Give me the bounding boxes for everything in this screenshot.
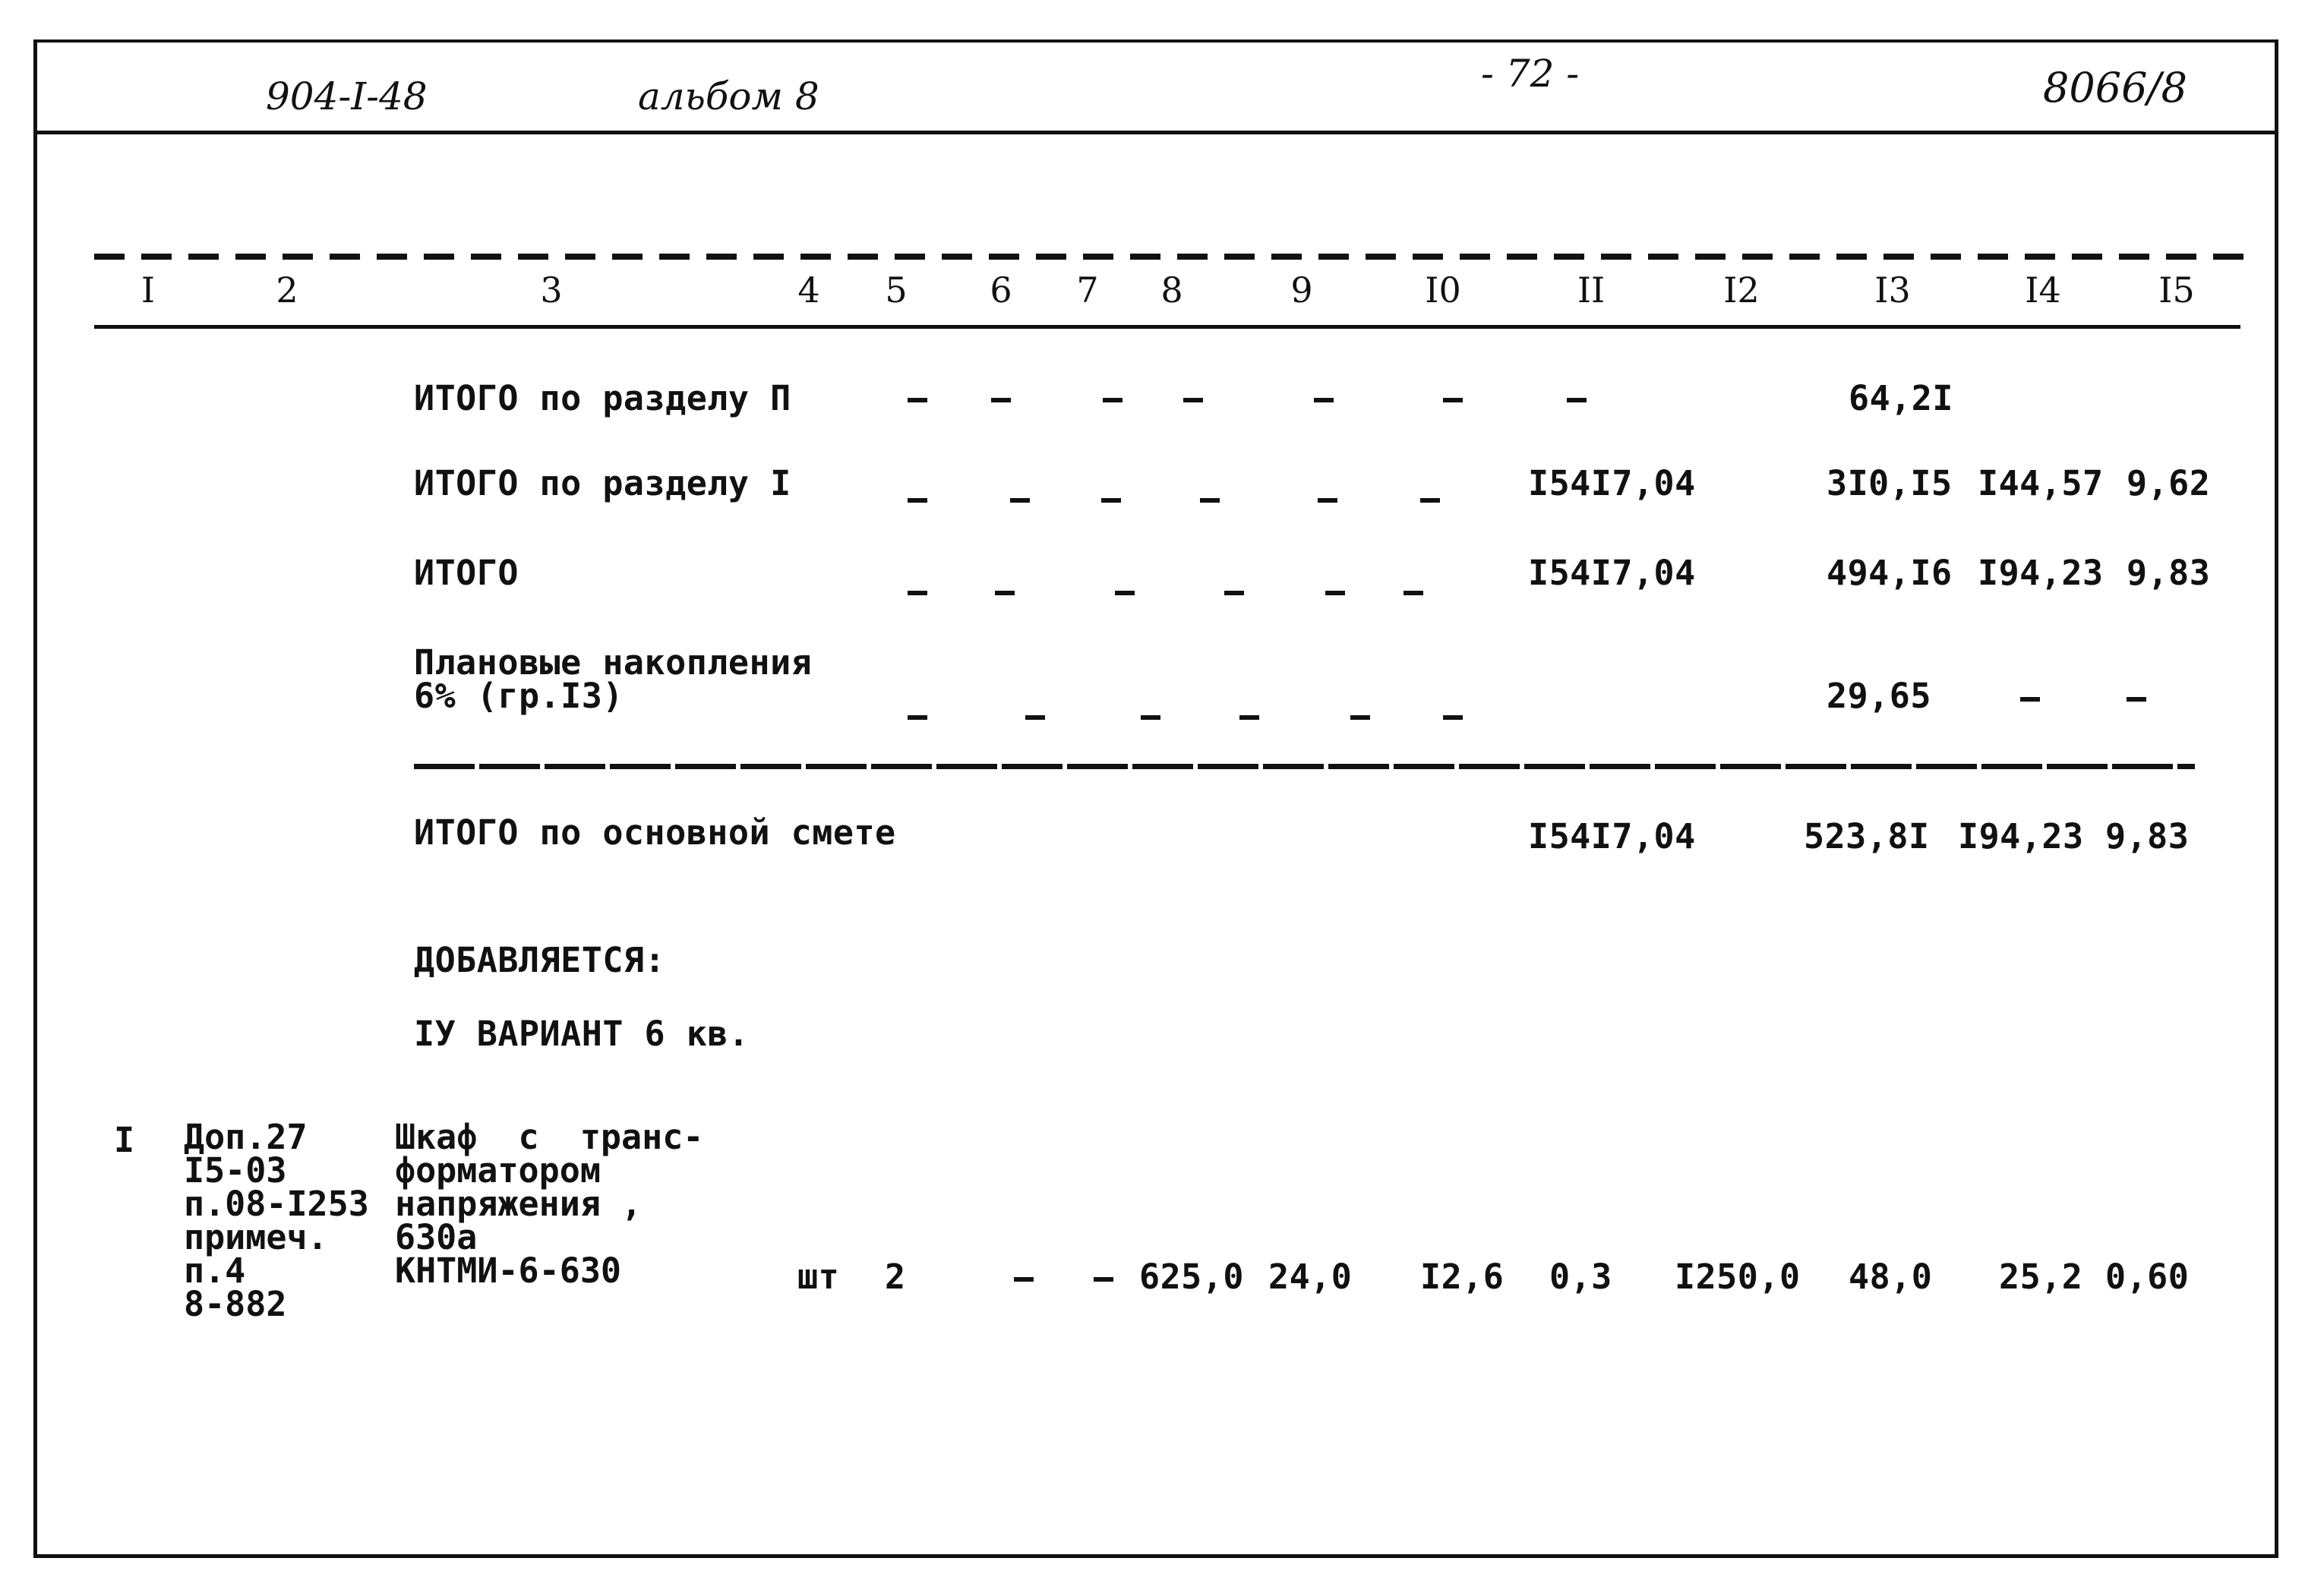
subtotal-rule xyxy=(414,764,2195,769)
row-label-planned-savings-line1: Плановые накопления xyxy=(414,642,813,683)
dash-mark xyxy=(1567,398,1587,402)
dash-mark xyxy=(1443,715,1463,720)
dash-mark xyxy=(908,498,927,503)
item-c12: I250,0 xyxy=(1675,1257,1801,1297)
item-c9: 24,0 xyxy=(1268,1257,1353,1297)
cell-c11: I54I7,04 xyxy=(1528,553,1696,593)
item-c2-line: примеч. xyxy=(184,1217,328,1257)
item-c15: 0,60 xyxy=(2105,1257,2190,1297)
cell-c15: 9,83 xyxy=(2127,553,2211,593)
column-number: I3 xyxy=(1874,270,1911,311)
cell-c13: 29,65 xyxy=(1827,676,1931,716)
item-c2 xyxy=(184,1117,369,1324)
item-c3-line: КНТМИ-6-630 xyxy=(395,1251,622,1291)
item-c3-line: Шкаф с транс- xyxy=(395,1117,704,1157)
dash-mark xyxy=(1325,591,1345,595)
column-number: 2 xyxy=(276,270,298,311)
cell-c11: I54I7,04 xyxy=(1528,463,1696,503)
dash-mark xyxy=(991,398,1011,402)
column-number: 3 xyxy=(540,270,563,311)
cell-c15: 9,62 xyxy=(2127,463,2211,503)
dash-mark xyxy=(1404,591,1423,595)
dash-mark xyxy=(1101,498,1121,503)
item-c5-quantity: 2 xyxy=(885,1257,906,1297)
row-label-total: ИТОГО xyxy=(414,553,519,593)
item-c3-line: форматором xyxy=(395,1150,601,1191)
dash-mark xyxy=(1350,715,1370,720)
item-c2-line: п.4 xyxy=(184,1251,246,1291)
dash-mark xyxy=(1025,715,1045,720)
cell-c15: 9,83 xyxy=(2105,816,2190,856)
dash-mark xyxy=(1239,715,1259,720)
item-c2-line: 8-882 xyxy=(184,1284,287,1324)
dash-mark xyxy=(1314,398,1334,402)
album-label: альбом 8 xyxy=(638,74,819,118)
item-c11: 0,3 xyxy=(1549,1257,1612,1297)
page-frame xyxy=(33,39,2278,1558)
dash-mark xyxy=(908,398,927,402)
column-header-top-rule xyxy=(94,254,2243,260)
dash-mark xyxy=(1224,591,1244,595)
item-c1: I xyxy=(114,1120,135,1160)
item-c2-line: п.08-I253 xyxy=(184,1184,369,1224)
item-c2-line: Доп.27 xyxy=(184,1117,308,1157)
row-label-section1-total: ИТОГО по разделу I xyxy=(414,463,791,503)
cell-c14: I44,57 xyxy=(1978,463,2104,503)
sheet-code: 8066/8 xyxy=(2043,64,2187,112)
column-number: I xyxy=(141,270,156,311)
item-c14: 25,2 xyxy=(1999,1257,2083,1297)
column-number: 6 xyxy=(990,270,1012,311)
item-c4-unit: шт xyxy=(797,1257,840,1297)
dash-mark xyxy=(1200,498,1220,503)
dash-mark xyxy=(1014,1277,1034,1282)
item-c3 xyxy=(395,1117,704,1291)
cell-c11: I54I7,04 xyxy=(1528,816,1696,856)
dash-mark xyxy=(2127,697,2146,702)
item-c3-line: напряжения , xyxy=(395,1184,643,1224)
column-number: 8 xyxy=(1160,270,1183,311)
dash-mark xyxy=(1115,591,1135,595)
doc-code: 904-I-48 xyxy=(266,74,428,118)
item-c3-line: 630а xyxy=(395,1217,478,1257)
dash-mark xyxy=(2020,697,2040,702)
column-number: I4 xyxy=(2025,270,2061,311)
row-label-planned-savings-line2: 6% (гр.I3) xyxy=(414,676,624,716)
variant-label: IУ ВАРИАНТ 6 кв. xyxy=(414,1014,750,1054)
column-number: I2 xyxy=(1723,270,1760,311)
cell-c14: I94,23 xyxy=(1958,816,2084,856)
row-label-main-estimate-total: ИТОГО по основной смете xyxy=(414,812,896,853)
column-number: 4 xyxy=(797,270,820,311)
header-divider xyxy=(33,131,2278,134)
dash-mark xyxy=(995,591,1015,595)
row-label-section2-total: ИТОГО по разделу П xyxy=(414,378,791,418)
item-c10: I2,6 xyxy=(1420,1257,1505,1297)
dash-mark xyxy=(1010,498,1030,503)
dash-mark xyxy=(908,715,927,720)
column-number: 7 xyxy=(1076,270,1099,311)
item-c13: 48,0 xyxy=(1849,1257,1933,1297)
column-number: I5 xyxy=(2158,270,2195,311)
item-c2-line: I5-03 xyxy=(184,1150,287,1191)
column-number: 9 xyxy=(1290,270,1313,311)
dash-mark xyxy=(1094,1277,1113,1282)
cell-c13: 523,8I xyxy=(1804,816,1930,856)
item-c8: 625,0 xyxy=(1139,1257,1244,1297)
cell-c14: I94,23 xyxy=(1978,553,2104,593)
cell-c13: 3I0,I5 xyxy=(1827,463,1953,503)
dash-mark xyxy=(1103,398,1123,402)
column-number: I0 xyxy=(1425,270,1461,311)
dash-mark xyxy=(908,591,927,595)
dash-mark xyxy=(1420,498,1440,503)
cell-c13: 494,I6 xyxy=(1827,553,1953,593)
dash-mark xyxy=(1141,715,1160,720)
column-number: 5 xyxy=(885,270,908,311)
column-number: II xyxy=(1577,270,1606,311)
page-number: - 72 - xyxy=(1481,52,1580,96)
column-header-bottom-rule xyxy=(94,325,2240,329)
dash-mark xyxy=(1183,398,1203,402)
dash-mark xyxy=(1443,398,1463,402)
dash-mark xyxy=(1318,498,1337,503)
added-label: ДОБАВЛЯЕТСЯ: xyxy=(414,940,666,980)
cell-c13: 64,2I xyxy=(1849,378,1953,418)
